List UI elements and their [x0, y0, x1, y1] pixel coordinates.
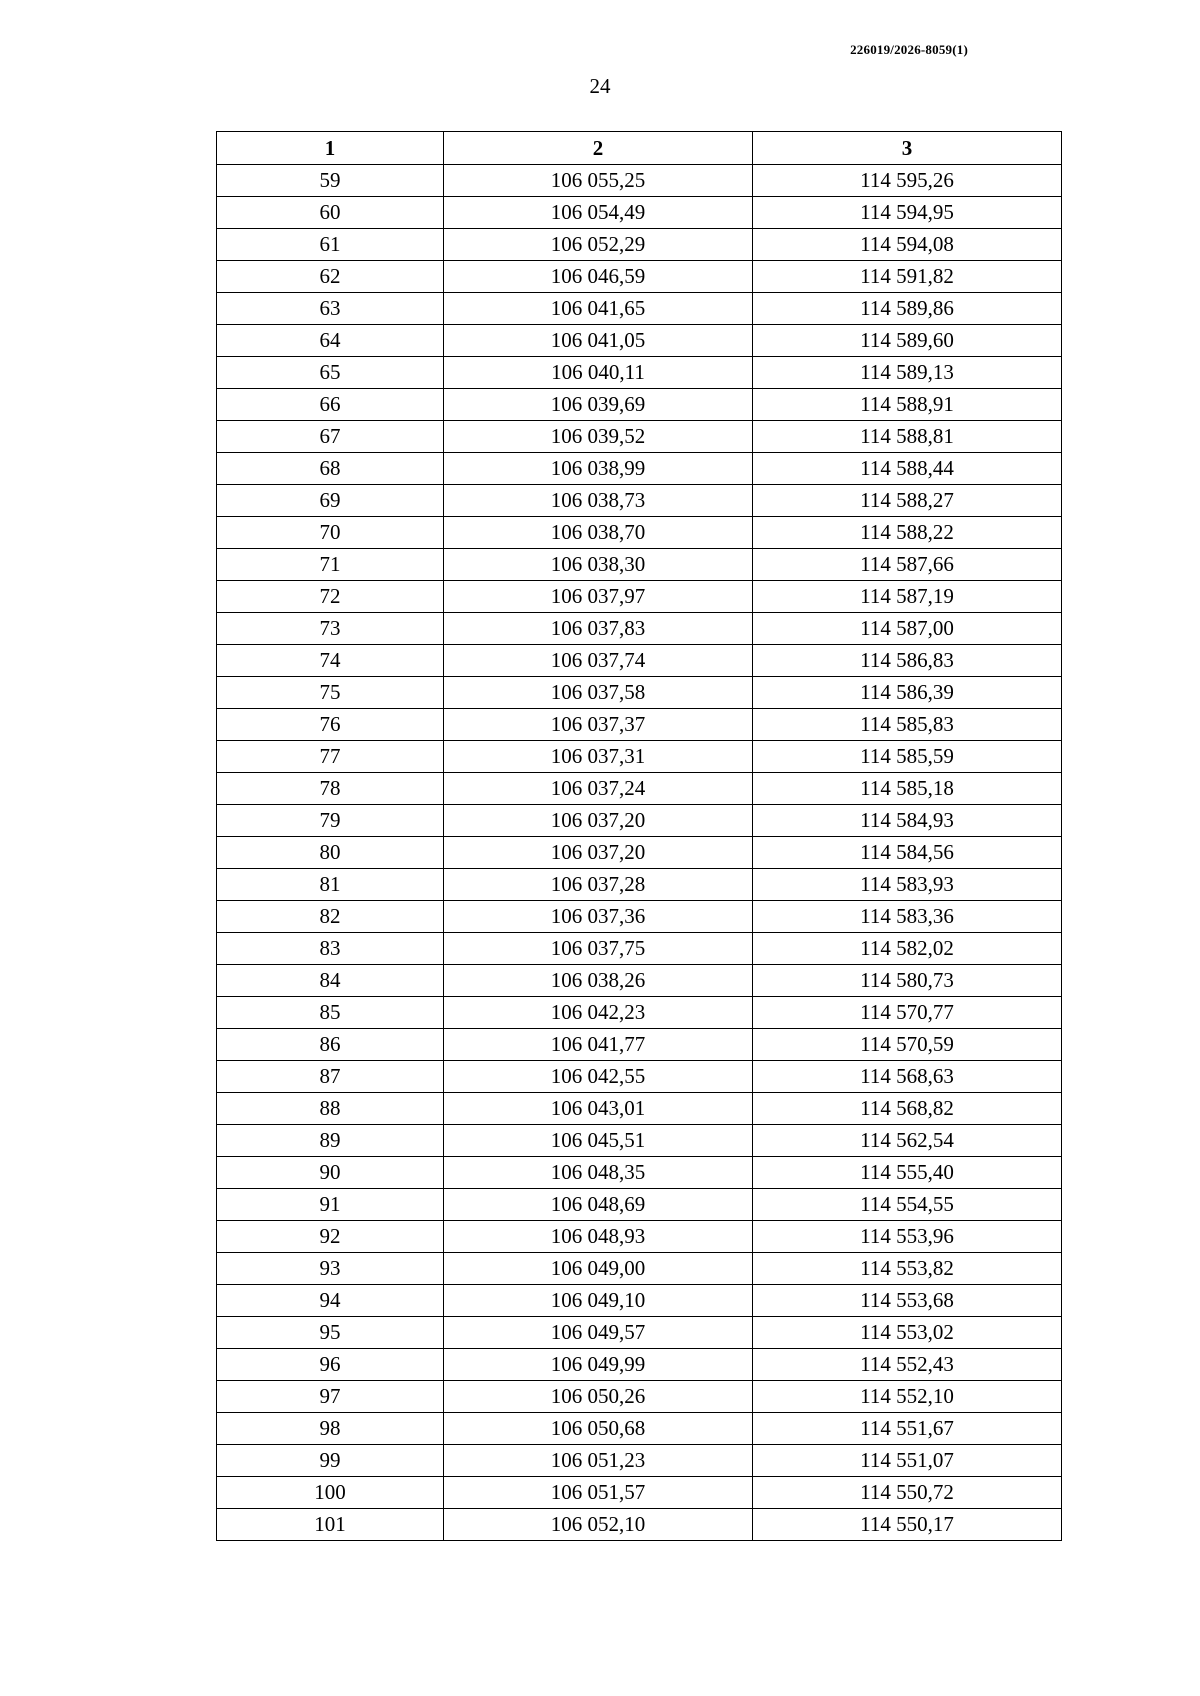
table-row — [217, 1317, 1062, 1349]
coordinate-x-cell: 106 048,93 — [444, 1221, 753, 1253]
coordinate-x-cell: 106 052,10 — [444, 1509, 753, 1541]
coordinate-x-cell: 106 049,99 — [444, 1349, 753, 1381]
header-row — [217, 132, 1062, 165]
table-row — [217, 805, 1062, 837]
table-row — [217, 293, 1062, 325]
coordinate-y-cell: 114 585,18 — [753, 773, 1062, 805]
point-number-cell: 61 — [217, 229, 444, 261]
table-row — [217, 517, 1062, 549]
coordinate-y-cell: 114 550,17 — [753, 1509, 1062, 1541]
coordinate-y-cell: 114 594,95 — [753, 197, 1062, 229]
table-row — [217, 421, 1062, 453]
coordinate-x-cell: 106 038,73 — [444, 485, 753, 517]
point-number-cell: 64 — [217, 325, 444, 357]
coordinate-x-cell: 106 048,69 — [444, 1189, 753, 1221]
table-row — [217, 933, 1062, 965]
coordinate-y-cell: 114 587,19 — [753, 581, 1062, 613]
table-row — [217, 165, 1062, 197]
coordinate-y-cell: 114 588,22 — [753, 517, 1062, 549]
table-row — [217, 581, 1062, 613]
coordinate-y-cell: 114 570,77 — [753, 997, 1062, 1029]
coordinate-y-cell: 114 552,43 — [753, 1349, 1062, 1381]
coordinate-x-cell: 106 046,59 — [444, 261, 753, 293]
point-number-cell: 74 — [217, 645, 444, 677]
coordinate-x-cell: 106 045,51 — [444, 1125, 753, 1157]
point-number-cell: 73 — [217, 613, 444, 645]
coordinate-x-cell: 106 037,37 — [444, 709, 753, 741]
point-number-cell: 66 — [217, 389, 444, 421]
coordinate-y-cell: 114 583,93 — [753, 869, 1062, 901]
point-number-cell: 67 — [217, 421, 444, 453]
point-number-cell: 77 — [217, 741, 444, 773]
table-row — [217, 1477, 1062, 1509]
point-number-cell: 78 — [217, 773, 444, 805]
coordinate-y-cell: 114 594,08 — [753, 229, 1062, 261]
point-number-cell: 91 — [217, 1189, 444, 1221]
coordinate-y-cell: 114 588,27 — [753, 485, 1062, 517]
coordinate-x-cell: 106 049,10 — [444, 1285, 753, 1317]
column-header-1: 1 — [217, 132, 444, 165]
column-header-3: 3 — [753, 132, 1062, 165]
point-number-cell: 95 — [217, 1317, 444, 1349]
coordinate-x-cell: 106 042,55 — [444, 1061, 753, 1093]
point-number-cell: 92 — [217, 1221, 444, 1253]
point-number-cell: 60 — [217, 197, 444, 229]
coordinate-x-cell: 106 037,75 — [444, 933, 753, 965]
coordinate-y-cell: 114 551,67 — [753, 1413, 1062, 1445]
coordinate-x-cell: 106 038,30 — [444, 549, 753, 581]
coordinate-x-cell: 106 049,00 — [444, 1253, 753, 1285]
point-number-cell: 72 — [217, 581, 444, 613]
coordinate-x-cell: 106 043,01 — [444, 1093, 753, 1125]
coordinate-x-cell: 106 049,57 — [444, 1317, 753, 1349]
table-row — [217, 613, 1062, 645]
point-number-cell: 59 — [217, 165, 444, 197]
point-number-cell: 81 — [217, 869, 444, 901]
coordinate-x-cell: 106 037,31 — [444, 741, 753, 773]
table-row — [217, 1253, 1062, 1285]
coordinate-y-cell: 114 584,56 — [753, 837, 1062, 869]
point-number-cell: 65 — [217, 357, 444, 389]
coordinate-y-cell: 114 550,72 — [753, 1477, 1062, 1509]
table-row — [217, 549, 1062, 581]
coordinate-x-cell: 106 051,57 — [444, 1477, 753, 1509]
coordinate-x-cell: 106 037,28 — [444, 869, 753, 901]
point-number-cell: 85 — [217, 997, 444, 1029]
point-number-cell: 100 — [217, 1477, 444, 1509]
table-row — [217, 1029, 1062, 1061]
coordinate-x-cell: 106 050,26 — [444, 1381, 753, 1413]
table-row — [217, 741, 1062, 773]
point-number-cell: 86 — [217, 1029, 444, 1061]
table-row — [217, 901, 1062, 933]
table-row — [217, 645, 1062, 677]
table-row — [217, 1221, 1062, 1253]
table-row — [217, 1061, 1062, 1093]
coordinate-x-cell: 106 048,35 — [444, 1157, 753, 1189]
coordinate-y-cell: 114 555,40 — [753, 1157, 1062, 1189]
table-row — [217, 197, 1062, 229]
point-number-cell: 88 — [217, 1093, 444, 1125]
coordinate-y-cell: 114 568,82 — [753, 1093, 1062, 1125]
coordinate-x-cell: 106 055,25 — [444, 165, 753, 197]
table-row — [217, 997, 1062, 1029]
table-row — [217, 389, 1062, 421]
coordinate-x-cell: 106 039,52 — [444, 421, 753, 453]
point-number-cell: 80 — [217, 837, 444, 869]
table-row — [217, 869, 1062, 901]
table-row — [217, 261, 1062, 293]
coordinate-y-cell: 114 583,36 — [753, 901, 1062, 933]
page-number: 24 — [589, 74, 611, 98]
table-row — [217, 1285, 1062, 1317]
coordinate-y-cell: 114 585,59 — [753, 741, 1062, 773]
coordinate-x-cell: 106 037,58 — [444, 677, 753, 709]
coordinate-x-cell: 106 037,36 — [444, 901, 753, 933]
coordinate-y-cell: 114 588,91 — [753, 389, 1062, 421]
table-row — [217, 1509, 1062, 1541]
table-row — [217, 965, 1062, 997]
coordinate-x-cell: 106 041,77 — [444, 1029, 753, 1061]
coordinate-y-cell: 114 553,82 — [753, 1253, 1062, 1285]
coordinate-y-cell: 114 591,82 — [753, 261, 1062, 293]
point-number-cell: 93 — [217, 1253, 444, 1285]
coordinate-y-cell: 114 551,07 — [753, 1445, 1062, 1477]
coordinate-x-cell: 106 037,24 — [444, 773, 753, 805]
table-row — [217, 1093, 1062, 1125]
table-row — [217, 1381, 1062, 1413]
coordinate-y-cell: 114 586,39 — [753, 677, 1062, 709]
point-number-cell: 84 — [217, 965, 444, 997]
coordinate-y-cell: 114 586,83 — [753, 645, 1062, 677]
coordinate-x-cell: 106 041,65 — [444, 293, 753, 325]
table-row — [217, 1125, 1062, 1157]
point-number-cell: 62 — [217, 261, 444, 293]
table-row — [217, 357, 1062, 389]
table-row — [217, 1413, 1062, 1445]
coordinate-x-cell: 106 037,83 — [444, 613, 753, 645]
coordinate-y-cell: 114 589,86 — [753, 293, 1062, 325]
point-number-cell: 83 — [217, 933, 444, 965]
coordinate-y-cell: 114 553,68 — [753, 1285, 1062, 1317]
coordinate-y-cell: 114 588,44 — [753, 453, 1062, 485]
table-row — [217, 709, 1062, 741]
column-header-2: 2 — [444, 132, 753, 165]
table-row — [217, 1157, 1062, 1189]
coordinate-x-cell: 106 038,70 — [444, 517, 753, 549]
table-row — [217, 229, 1062, 261]
coordinate-y-cell: 114 589,13 — [753, 357, 1062, 389]
coordinate-y-cell: 114 553,02 — [753, 1317, 1062, 1349]
table-body — [217, 165, 1062, 1541]
coordinate-y-cell: 114 595,26 — [753, 165, 1062, 197]
point-number-cell: 90 — [217, 1157, 444, 1189]
point-number-cell: 101 — [217, 1509, 444, 1541]
coordinate-y-cell: 114 562,54 — [753, 1125, 1062, 1157]
point-number-cell: 63 — [217, 293, 444, 325]
coordinate-x-cell: 106 038,26 — [444, 965, 753, 997]
coordinate-x-cell: 106 050,68 — [444, 1413, 753, 1445]
coordinate-y-cell: 114 552,10 — [753, 1381, 1062, 1413]
coordinate-x-cell: 106 037,20 — [444, 837, 753, 869]
table-row — [217, 1445, 1062, 1477]
table-row — [217, 325, 1062, 357]
coordinate-y-cell: 114 570,59 — [753, 1029, 1062, 1061]
coordinate-y-cell: 114 588,81 — [753, 421, 1062, 453]
point-number-cell: 75 — [217, 677, 444, 709]
document-reference: 226019/2026-8059(1) — [850, 42, 968, 57]
point-number-cell: 89 — [217, 1125, 444, 1157]
coordinate-x-cell: 106 037,97 — [444, 581, 753, 613]
coordinate-x-cell: 106 051,23 — [444, 1445, 753, 1477]
point-number-cell: 76 — [217, 709, 444, 741]
point-number-cell: 68 — [217, 453, 444, 485]
coordinate-y-cell: 114 554,55 — [753, 1189, 1062, 1221]
coordinate-y-cell: 114 568,63 — [753, 1061, 1062, 1093]
table-row — [217, 677, 1062, 709]
point-number-cell: 69 — [217, 485, 444, 517]
coordinate-y-cell: 114 582,02 — [753, 933, 1062, 965]
table-row — [217, 773, 1062, 805]
coordinate-x-cell: 106 037,74 — [444, 645, 753, 677]
coordinate-y-cell: 114 587,66 — [753, 549, 1062, 581]
table-header — [217, 132, 1062, 165]
coordinate-x-cell: 106 037,20 — [444, 805, 753, 837]
coordinate-y-cell: 114 585,83 — [753, 709, 1062, 741]
coordinate-x-cell: 106 052,29 — [444, 229, 753, 261]
point-number-cell: 97 — [217, 1381, 444, 1413]
point-number-cell: 98 — [217, 1413, 444, 1445]
point-number-cell: 79 — [217, 805, 444, 837]
table-row — [217, 1349, 1062, 1381]
point-number-cell: 99 — [217, 1445, 444, 1477]
coordinate-x-cell: 106 041,05 — [444, 325, 753, 357]
coordinate-x-cell: 106 040,11 — [444, 357, 753, 389]
table-row — [217, 453, 1062, 485]
point-number-cell: 87 — [217, 1061, 444, 1093]
table-row — [217, 1189, 1062, 1221]
coordinate-x-cell: 106 042,23 — [444, 997, 753, 1029]
coordinate-y-cell: 114 584,93 — [753, 805, 1062, 837]
coordinate-y-cell: 114 553,96 — [753, 1221, 1062, 1253]
point-number-cell: 71 — [217, 549, 444, 581]
table-row — [217, 485, 1062, 517]
coordinate-y-cell: 114 587,00 — [753, 613, 1062, 645]
table-row — [217, 837, 1062, 869]
coordinate-y-cell: 114 589,60 — [753, 325, 1062, 357]
point-number-cell: 70 — [217, 517, 444, 549]
point-number-cell: 82 — [217, 901, 444, 933]
point-number-cell: 94 — [217, 1285, 444, 1317]
coordinate-x-cell: 106 038,99 — [444, 453, 753, 485]
coordinate-x-cell: 106 039,69 — [444, 389, 753, 421]
point-number-cell: 96 — [217, 1349, 444, 1381]
coordinates-table — [216, 131, 1062, 1541]
coordinate-y-cell: 114 580,73 — [753, 965, 1062, 997]
coordinate-x-cell: 106 054,49 — [444, 197, 753, 229]
